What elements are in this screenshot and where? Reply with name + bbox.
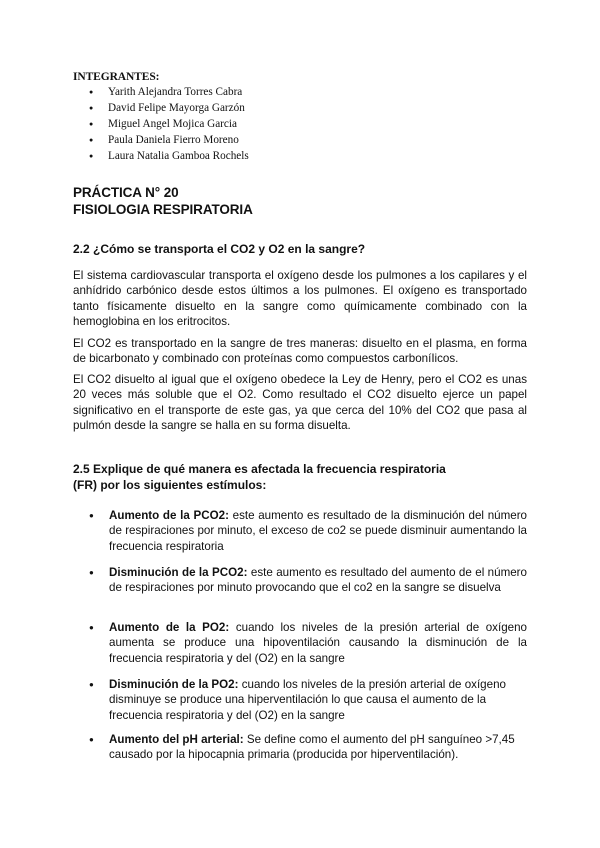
- question-heading-line: (FR) por los siguientes estímulos:: [73, 477, 267, 492]
- question-heading-2-2: 2.2 ¿Cómo se transporta el CO2 y O2 en la sangre?: [73, 242, 366, 256]
- answer-paragraph: El CO2 disuelto al igual que el oxígeno obedece la Ley de Henry, pero el CO2 es unas 20 veces más soluble que el O2. Como resultado el CO2 disuelto ejerce un papel significativo en el transporte de este gas, ya que cerca del 10% del CO2 que pasa al pulmón desde la sangre se halla en su forma disuelta.: [73, 373, 527, 433]
- practice-number: PRÁCTICA N° 20: [73, 185, 179, 200]
- bullet-icon: ●: [89, 568, 94, 577]
- stimulus-text: cuando los niveles de la presión arterial de oxígeno aumenta se produce una hipoventilación causando la disminución de la frecuencia respiratoria y del (O2) en la sangre: [109, 621, 527, 665]
- member-item: ● Miguel Angel Mojica Garcia: [73, 116, 513, 132]
- stimulus-text: Se define como el aumento del pH sanguíneo >7,45 causado por la hipocapnia primaria (producida por hiperventilación).: [109, 733, 515, 762]
- stimulus-text: este aumento es resultado del aumento de el número de respiraciones por minuto provocando que el co2 en la sangre se disuelva: [109, 566, 527, 595]
- stimulus-item: [73, 508, 527, 554]
- stimulus-item: [73, 677, 527, 723]
- members-list: [73, 84, 513, 164]
- stimulus-term: Aumento de la PO2:: [109, 621, 230, 634]
- stimulus-term: Aumento de la PCO2:: [109, 509, 229, 522]
- question-heading-2-5: [73, 462, 493, 493]
- stimulus-term: Aumento del pH arterial:: [109, 733, 244, 746]
- stimulus-text: este aumento es resultado de la disminución del número de respiraciones por minuto, el exceso de co2 se puede disminuir aumentando la frecuencia respiratoria: [109, 509, 528, 553]
- stimulus-term: Disminución de la PO2:: [109, 678, 239, 691]
- member-item: ● Yarith Alejandra Torres Cabra: [73, 84, 513, 100]
- practice-subject: FISIOLOGIA RESPIRATORIA: [73, 202, 253, 217]
- members-section: [73, 70, 513, 164]
- members-title: INTEGRANTES:: [73, 71, 160, 83]
- bullet-icon: ●: [89, 680, 94, 689]
- stimulus-item: [73, 620, 527, 666]
- answer-paragraph: El sistema cardiovascular transporta el oxígeno desde los pulmones a los capilares y el anhídrido carbónico desde estos últimos a los pulmones. El oxígeno es transportado tanto físicamente disuelto en la sangre como químicamente combinado con la hemoglobina en los eritrocitos.: [73, 269, 527, 329]
- practice-title: [73, 184, 253, 218]
- stimulus-item: [73, 732, 527, 763]
- bullet-icon: ●: [89, 735, 94, 744]
- question-heading-line: 2.5 Explique de qué manera es afectada la frecuencia respiratoria: [73, 462, 446, 476]
- answer-paragraph: El CO2 es transportado en la sangre de tres maneras: disuelto en el plasma, en forma de bicarbonato y combinado con proteínas como compuestos carboníIicos.: [73, 337, 527, 366]
- member-item: ● Paula Daniela Fierro Moreno: [73, 132, 513, 148]
- stimulus-term: Disminución de la PCO2:: [109, 566, 248, 579]
- member-item: ● Laura Natalia Gamboa Rochels: [73, 148, 513, 164]
- bullet-icon: ●: [89, 511, 94, 520]
- bullet-icon: ●: [89, 623, 94, 632]
- stimulus-item: [73, 565, 527, 596]
- member-item: ● David Felipe Mayorga Garzón: [73, 100, 513, 116]
- stimulus-text: cuando los niveles de la presión arterial de oxígeno disminuye se produce una hiperventilación lo que causa el aumento de la frecuencia respiratoria y del (O2) en la sangre: [109, 678, 506, 722]
